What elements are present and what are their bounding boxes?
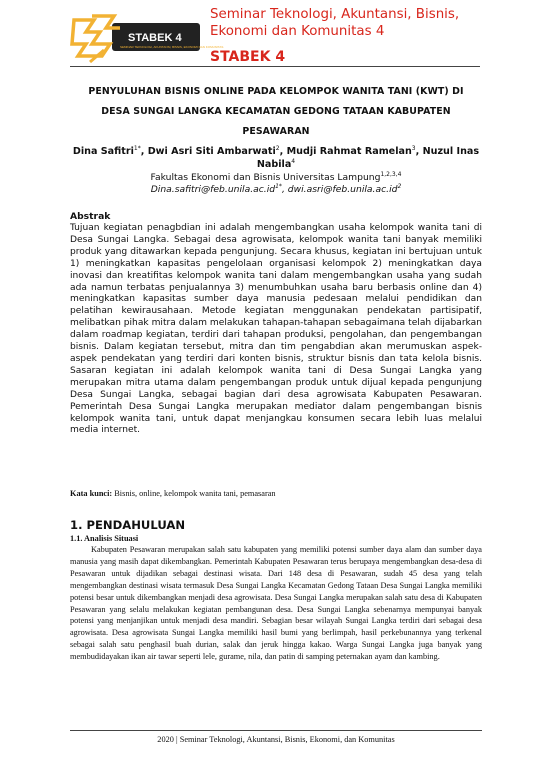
- author-1: Dina Safitri: [72, 146, 134, 157]
- author-2-sup: 2: [275, 144, 280, 152]
- logo-text: STABEK 4: [128, 32, 182, 44]
- section-heading: 1. PENDAHULUAN: [70, 518, 186, 532]
- paper-authors: [70, 146, 482, 171]
- email-2[interactable]: dwi.asri@feb.unila.ac.id: [287, 184, 398, 195]
- seminar-title-line-1: Seminar Teknologi, Akuntansi, Bisnis,: [210, 7, 460, 22]
- subsection-heading: 1.1. Analisis Situasi: [70, 534, 139, 543]
- page-footer: 2020 | Seminar Teknologi, Akuntansi, Bisnis, Ekonomi, dan Komunitas: [157, 735, 395, 744]
- author-1-sup: 1*: [133, 144, 141, 152]
- header-divider: [70, 66, 480, 67]
- affiliation-sup: 1,2,3,4: [380, 170, 402, 178]
- author-3: , Mudji Rahmat Ramelan: [279, 146, 412, 157]
- abstract-text: Tujuan kegiatan penagbdian ini adalah mengembangkan usaha kelompok wanita tani di Desa Sungai Langka. Sebagai desa agrowisata, kelompok wanita tani banyak memiliki produk yang ditawarkan kepada pengunjung. Secara khusus, kegiatan ini bertujuan untuk 1) meningkatkan kapasitas pengelolaan organisasi kelompok 2) meningkatkan daya inovasi dan kreatifitas kelompok wanita tani dalam mengembangkan usaha yang sudah ada namun terbatas penjualannya 3) menumbuhkan usaha baru berbasis online dan 4) meningkatkan kapasitas sumber daya manusia pedesaan melalui pendidikan dan pelatihan kewirausahaan. Metode kegiatan menggunakan pendekatan partisipatif, melibatkan pihak mitra dalam melakukan tahapan-tahapan sebagaimana telah dijabarkan dalam roadmap kegiatan, terdiri dari tahapan produksi, pengolahan, dan pengembangan bisnis. Dalam kegiatan tersebut, mitra dan tim pengabdian akan merumuskan aspek-aspek pendekatan yang terdiri dari konten bisnis, struktur bisnis dan tata kelola bisnis. Sasaran kegiatan ini adalah kelompok wanita tani di Desa Sungai Langka yang merupakan mitra utama dalam pengembangan produk untuk dijual kepada pengunjung Desa Sungai Langka, sebagai bagian dari desa agrowisata Kabupaten Pesawaran. Pemerintah Desa Sungai Langka merupakan mediator dalam pengembangan bisnis kelompok wanita tani, untuk dapat menjangkau konsumen secara lebih luas melalui media internet.: [70, 223, 482, 436]
- seminar-title: [210, 6, 510, 40]
- stabek-logo-graphic: [70, 10, 224, 64]
- stabek-logo: [70, 10, 224, 64]
- logo-subtext: SEMINAR TEKNOLOGI, AKUNTANSI, BISNIS, EKONOMI DAN KOMUNITAS: [120, 45, 224, 49]
- email-1[interactable]: Dina.safitri@feb.unila.ac.id: [150, 184, 276, 195]
- footer-divider: [70, 730, 482, 731]
- keywords: [70, 488, 482, 499]
- abstract-heading: Abstrak: [70, 211, 111, 222]
- author-4-sup: 4: [291, 157, 296, 165]
- paper-title-line-2: DESA SUNGAI LANGKA KECAMATAN GEDONG TATAAN KABUPATEN: [101, 106, 451, 117]
- author-4: , Nuzul Inas Nabila: [256, 146, 480, 170]
- seminar-title-line-2: Ekonomi dan Komunitas 4: [210, 24, 385, 39]
- seminar-brand: STABEK 4: [210, 49, 286, 65]
- paper-title: [70, 82, 482, 142]
- author-3-sup: 3: [411, 144, 416, 152]
- paper-title-line-3: PESAWARAN: [242, 126, 310, 137]
- affiliation-text: Fakultas Ekonomi dan Bisnis Universitas Lampung: [150, 172, 381, 183]
- email-separator: ,: [281, 184, 288, 195]
- paper-title-line-1: PENYULUHAN BISNIS ONLINE PADA KELOMPOK WANITA TANI (KWT) DI: [88, 86, 464, 97]
- keywords-text: Bisnis, online, kelompok wanita tani, pemasaran: [112, 489, 276, 498]
- author-emails: [70, 184, 482, 196]
- email-2-sup: 2: [397, 182, 402, 190]
- author-2: , Dwi Asri Siti Ambarwati: [140, 146, 276, 157]
- keywords-label: Kata kunci:: [70, 489, 113, 498]
- section-body-text: Kabupaten Pesawaran merupakan salah satu kabupaten yang memiliki potensi sumber daya alam dan sumber daya manusia yang masih dapat dikembangkan. Pemerintah Kabupaten Pesawaran terus berupaya mengembangkan desa-desa di Pesawaran untuk dijadikan sebagai destinasi wisata. Dari 148 desa di Pesawaran, sudah 45 desa yang telah mengembangkan destinasi wisata termasuk Desa Sungai Langka Kecamatan Gedong Tataan Desa Sungai Langka memiliki potensi besar untuk dikembangkan menjadi desa agrowisata. Desa Sungai Langka merupakan salah satu desa di Kabupaten Pesawaran yang selalu melakukan kegiatan pembangunan desa. Desa Sungai Langka sebenarnya mempunyai banyak potensi yang menjanjikan untuk menjadi desa mandiri. Sebagian besar wilayah Sungai Langka terdiri dari sebagai desa agrowisata. Desa agrowisata Sungai Langka memiliki hasil bumi yang berlimpah, hasil perkebunannya yang terkenal sebagai salah satu penghasil buah durian, salak dan jeruk hingga kakao. Warga Sungai Langka juga banyak yang membudidayakan ikan air tawar seperti lele, gurame, nila, dan patin di samping peternakan ayam dan kambing.: [70, 545, 482, 662]
- email-1-sup: 1*: [275, 182, 282, 190]
